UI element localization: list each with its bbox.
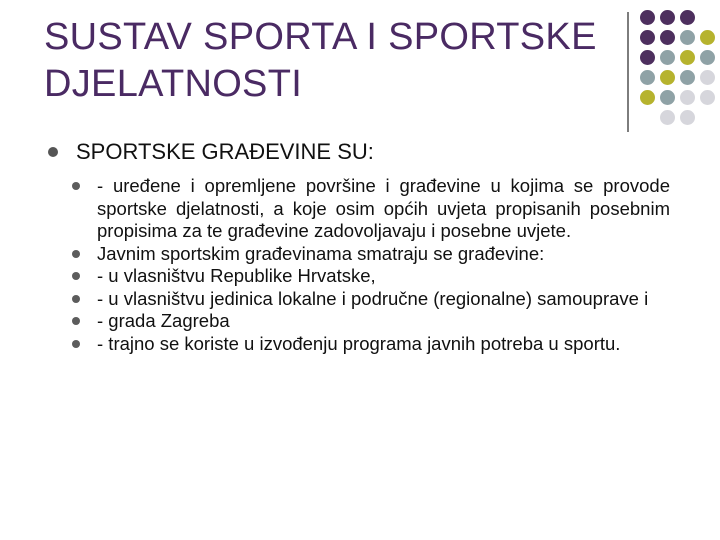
dot-icon bbox=[700, 50, 715, 65]
bullet-icon bbox=[72, 272, 80, 280]
dot-icon bbox=[660, 110, 675, 125]
decorative-dot-grid bbox=[640, 10, 720, 120]
dot-icon bbox=[640, 50, 655, 65]
dot-icon bbox=[680, 90, 695, 105]
list-item-text: - uređene i opremljene površine i građevine u kojima se provode sportske djelatnosti, a koje osim općih uvjeta propisanih posebnim propisima za te građevine zadovoljavaju i posebne uvjete. bbox=[97, 175, 670, 241]
slide-title bbox=[44, 14, 614, 108]
main-bullet-text: SPORTSKE GRAĐEVINE SU: bbox=[76, 139, 374, 164]
list-item bbox=[72, 288, 670, 311]
list-item bbox=[72, 175, 670, 243]
slide-title-line-1: SUSTAV SPORTA I SPORTSKE bbox=[44, 16, 597, 58]
dot-icon bbox=[640, 90, 655, 105]
dot-icon bbox=[660, 70, 675, 85]
slide-title-line-2: DJELATNOSTI bbox=[44, 63, 303, 105]
bullet-icon bbox=[72, 340, 80, 348]
dot-icon bbox=[680, 70, 695, 85]
list-item-text: Javnim sportskim građevinama smatraju se građevine: bbox=[97, 242, 545, 264]
list-item-text: - grada Zagreba bbox=[97, 310, 230, 331]
list-item bbox=[72, 333, 670, 356]
bullet-icon bbox=[72, 317, 80, 325]
dot-icon bbox=[660, 10, 675, 25]
dot-icon bbox=[700, 90, 715, 105]
sub-bullet-list bbox=[72, 175, 670, 355]
list-item bbox=[72, 243, 670, 266]
dot-icon bbox=[680, 10, 695, 25]
bullet-icon bbox=[72, 250, 80, 258]
main-bullet-point bbox=[48, 139, 374, 165]
dot-icon bbox=[680, 50, 695, 65]
dot-icon bbox=[640, 70, 655, 85]
bullet-icon bbox=[48, 147, 58, 157]
dot-icon bbox=[640, 10, 655, 25]
dot-icon bbox=[680, 110, 695, 125]
bullet-icon bbox=[72, 295, 80, 303]
dot-icon bbox=[640, 30, 655, 45]
dot-icon bbox=[660, 50, 675, 65]
list-item bbox=[72, 310, 670, 333]
list-item bbox=[72, 265, 670, 288]
list-item-text: - trajno se koriste u izvođenju programa javnih potreba u sportu. bbox=[97, 332, 621, 354]
bullet-icon bbox=[72, 182, 80, 190]
dot-icon bbox=[700, 30, 715, 45]
dot-icon bbox=[660, 90, 675, 105]
list-item-text: - u vlasništvu jedinica lokalne i područne (regionalne) samouprave i bbox=[97, 287, 649, 309]
dot-icon bbox=[680, 30, 695, 45]
dot-icon bbox=[700, 70, 715, 85]
decorative-vertical-line bbox=[627, 12, 629, 132]
list-item-text: - u vlasništvu Republike Hrvatske, bbox=[97, 265, 376, 286]
dot-icon bbox=[660, 30, 675, 45]
